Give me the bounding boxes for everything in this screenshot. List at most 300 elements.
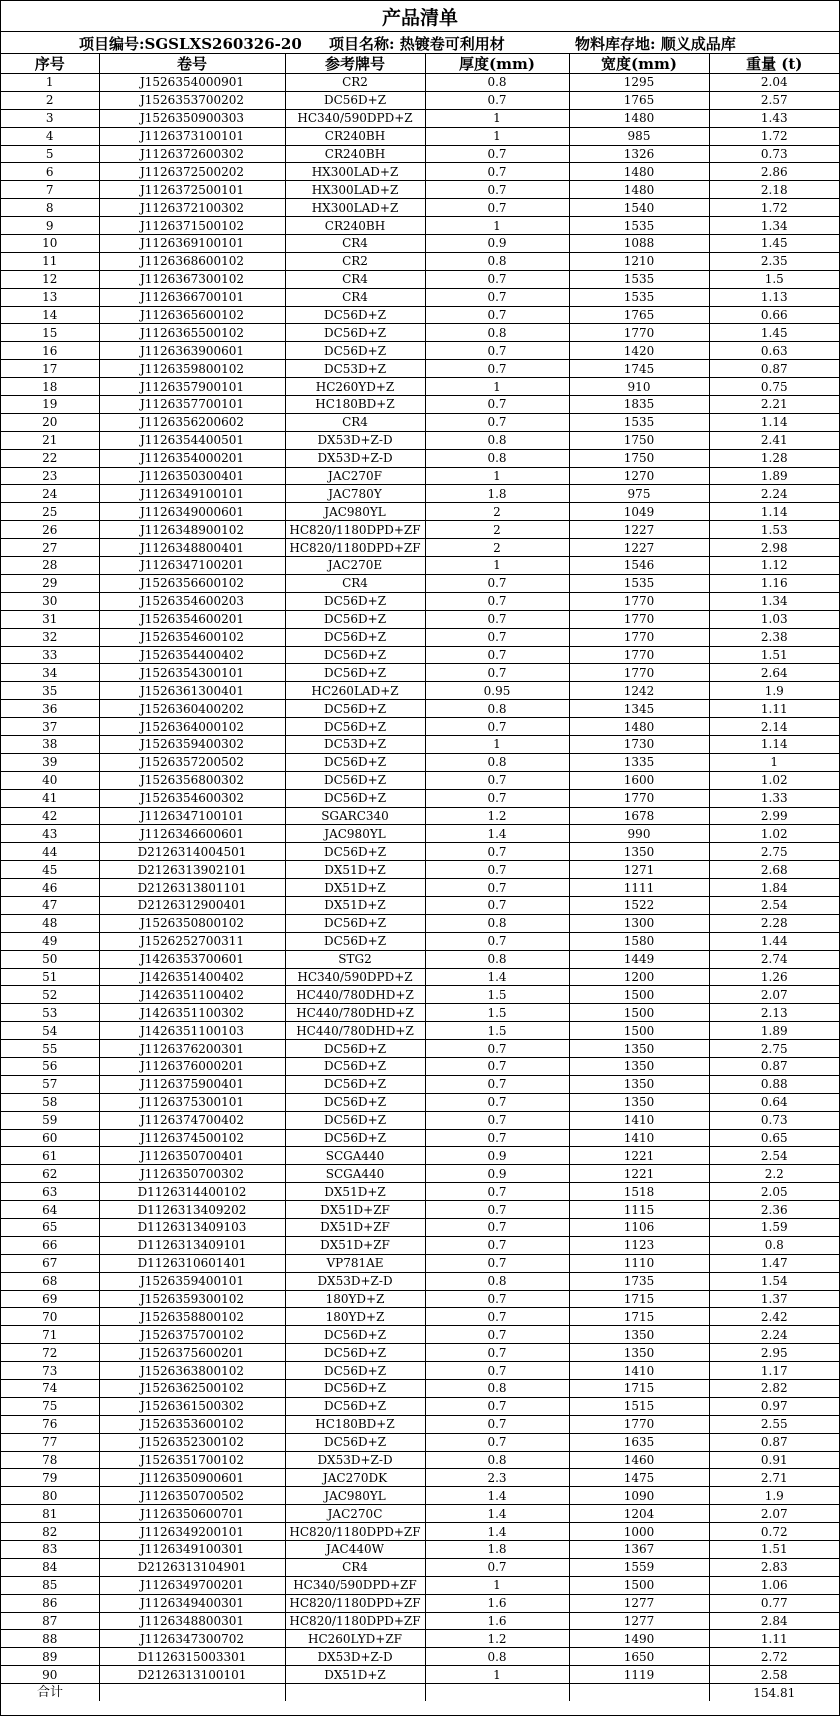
table-row [1,1541,839,1559]
cell-grade: DC56D+Z [285,324,425,342]
table-row [1,557,839,575]
total-empty-cell [425,1684,569,1701]
total-empty-cell [569,1684,709,1701]
cell-weight: 0.66 [709,306,839,324]
cell-seq: 59 [1,1111,99,1129]
cell-thickness: 0.7 [425,1075,569,1093]
cell-thickness: 0.7 [425,181,569,199]
cell-weight: 1 [709,753,839,771]
cell-width: 1480 [569,718,709,736]
cell-weight: 2.98 [709,539,839,557]
cell-grade: DC56D+Z [285,1380,425,1398]
cell-coil-no: J1126349000601 [99,503,285,521]
table-row [1,986,839,1004]
cell-coil-no: J1126347100201 [99,557,285,575]
cell-weight: 0.63 [709,342,839,360]
cell-weight: 1.37 [709,1290,839,1308]
table-row [1,1415,839,1433]
cell-thickness: 0.9 [425,1165,569,1183]
table-row [1,74,839,92]
cell-seq: 73 [1,1362,99,1380]
cell-width: 1475 [569,1469,709,1487]
table-row [1,807,839,825]
cell-coil-no: J1526360400202 [99,700,285,718]
cell-grade: DC56D+Z [285,592,425,610]
cell-coil-no: J1126376000201 [99,1057,285,1075]
cell-weight: 2.68 [709,861,839,879]
cell-coil-no: J1126354400501 [99,431,285,449]
cell-thickness: 0.8 [425,1451,569,1469]
cell-grade: HC820/1180DPD+ZF [285,539,425,557]
cell-thickness: 1.4 [425,1505,569,1523]
cell-width: 1770 [569,628,709,646]
cell-grade: SGARC340 [285,807,425,825]
cell-coil-no: J1526354000901 [99,74,285,92]
cell-thickness: 0.8 [425,1272,569,1290]
cell-grade: DC56D+Z [285,1362,425,1380]
cell-weight: 0.88 [709,1075,839,1093]
cell-width: 1535 [569,574,709,592]
cell-thickness: 0.7 [425,1201,569,1219]
table-row [1,1344,839,1362]
cell-grade: JAC270E [285,557,425,575]
cell-seq: 4 [1,127,99,145]
cell-grade: DC56D+Z [285,932,425,950]
cell-thickness: 0.7 [425,91,569,109]
table-row [1,1666,839,1684]
cell-grade: HX300LAD+Z [285,199,425,217]
table-row [1,1272,839,1290]
cell-seq: 12 [1,270,99,288]
cell-seq: 83 [1,1541,99,1559]
cell-coil-no: J1126373100101 [99,127,285,145]
cell-weight: 1.12 [709,557,839,575]
cell-seq: 80 [1,1487,99,1505]
cell-seq: 47 [1,896,99,914]
cell-thickness: 0.7 [425,664,569,682]
cell-thickness: 0.7 [425,413,569,431]
cell-grade: DX53D+Z-D [285,1648,425,1666]
cell-thickness: 1.6 [425,1594,569,1612]
cell-seq: 71 [1,1326,99,1344]
cell-width: 1500 [569,1004,709,1022]
cell-weight: 2.82 [709,1380,839,1398]
cell-thickness: 1.8 [425,485,569,503]
cell-weight: 2.07 [709,1505,839,1523]
cell-seq: 40 [1,771,99,789]
cell-weight: 1.89 [709,467,839,485]
cell-thickness: 0.8 [425,431,569,449]
cell-grade: DC56D+Z [285,1075,425,1093]
table-row [1,467,839,485]
cell-width: 1678 [569,807,709,825]
cell-width: 1350 [569,1057,709,1075]
table-row [1,1129,839,1147]
cell-coil-no: D2126313902101 [99,861,285,879]
cell-grade: HX300LAD+Z [285,181,425,199]
cell-thickness: 0.7 [425,270,569,288]
cell-weight: 2.75 [709,843,839,861]
cell-grade: HC820/1180DPD+ZF [285,1523,425,1541]
cell-seq: 6 [1,163,99,181]
table-row [1,503,839,521]
cell-seq: 19 [1,396,99,414]
table-row [1,1469,839,1487]
cell-coil-no: J1526356600102 [99,574,285,592]
cell-thickness: 0.95 [425,682,569,700]
cell-grade: DC56D+Z [285,1111,425,1129]
cell-width: 1277 [569,1594,709,1612]
cell-thickness: 1.5 [425,1022,569,1040]
cell-grade: JAC980YL [285,825,425,843]
cell-weight: 2.05 [709,1183,839,1201]
cell-thickness: 0.7 [425,1040,569,1058]
cell-weight: 0.87 [709,1433,839,1451]
cell-thickness: 0.7 [425,1057,569,1075]
cell-coil-no: D1126313409103 [99,1219,285,1237]
cell-coil-no: J1526354300101 [99,664,285,682]
cell-coil-no: D1126313409202 [99,1201,285,1219]
cell-weight: 1.11 [709,700,839,718]
cell-width: 1350 [569,1040,709,1058]
cell-thickness: 0.7 [425,932,569,950]
cell-grade: HC260YD+Z [285,378,425,396]
cell-weight: 1.45 [709,235,839,253]
cell-seq: 9 [1,217,99,235]
cell-seq: 86 [1,1594,99,1612]
table-row [1,109,839,127]
cell-thickness: 1.6 [425,1612,569,1630]
cell-coil-no: J1126372100302 [99,199,285,217]
cell-grade: DC56D+Z [285,1040,425,1058]
cell-seq: 22 [1,449,99,467]
cell-thickness: 1 [425,109,569,127]
header-weight: 重量 (t) [709,54,839,74]
cell-width: 1480 [569,109,709,127]
cell-seq: 7 [1,181,99,199]
table-row [1,145,839,163]
cell-grade: JAC440W [285,1541,425,1559]
cell-thickness: 0.7 [425,145,569,163]
cell-width: 990 [569,825,709,843]
total-label: 合计 [1,1684,99,1701]
cell-coil-no: J1426351100302 [99,1004,285,1022]
cell-grade: JAC780Y [285,485,425,503]
cell-seq: 24 [1,485,99,503]
cell-grade: DC56D+Z [285,1129,425,1147]
cell-width: 1635 [569,1433,709,1451]
cell-width: 1500 [569,1576,709,1594]
cell-seq: 1 [1,74,99,92]
cell-weight: 1.53 [709,521,839,539]
table-row [1,1326,839,1344]
cell-weight: 2.95 [709,1344,839,1362]
cell-weight: 1.17 [709,1362,839,1380]
cell-width: 1088 [569,235,709,253]
cell-thickness: 0.7 [425,861,569,879]
cell-seq: 25 [1,503,99,521]
cell-grade: DC56D+Z [285,342,425,360]
cell-width: 1204 [569,1505,709,1523]
table-row [1,181,839,199]
cell-width: 1410 [569,1129,709,1147]
table-row [1,521,839,539]
cell-width: 1580 [569,932,709,950]
table-row [1,360,839,378]
cell-grade: DC56D+Z [285,914,425,932]
cell-width: 1540 [569,199,709,217]
table-row [1,1576,839,1594]
cell-weight: 0.73 [709,1111,839,1129]
cell-seq: 26 [1,521,99,539]
cell-width: 1770 [569,610,709,628]
cell-width: 1715 [569,1308,709,1326]
cell-weight: 1.51 [709,1541,839,1559]
cell-thickness: 1.4 [425,1523,569,1541]
cell-grade: DC56D+Z [285,91,425,109]
cell-width: 1090 [569,1487,709,1505]
cell-weight: 0.91 [709,1451,839,1469]
cell-seq: 14 [1,306,99,324]
cell-seq: 10 [1,235,99,253]
project-info-row [1,32,839,54]
header-seq: 序号 [1,54,99,74]
cell-grade: DX51D+Z [285,879,425,897]
cell-grade: HC440/780DHD+Z [285,1004,425,1022]
cell-seq: 50 [1,950,99,968]
cell-coil-no: J1126350300401 [99,467,285,485]
cell-grade: CR4 [285,270,425,288]
cell-seq: 42 [1,807,99,825]
table-row [1,1147,839,1165]
cell-width: 1770 [569,592,709,610]
cell-width: 1350 [569,1093,709,1111]
cell-width: 1535 [569,217,709,235]
table-row [1,1397,839,1415]
cell-weight: 1.26 [709,968,839,986]
cell-coil-no: J1126367300102 [99,270,285,288]
cell-width: 1350 [569,1326,709,1344]
cell-weight: 2.21 [709,396,839,414]
cell-grade: VP781AE [285,1254,425,1272]
cell-weight: 0.75 [709,378,839,396]
cell-thickness: 1 [425,1666,569,1684]
cell-grade: DC56D+Z [285,789,425,807]
cell-weight: 2.38 [709,628,839,646]
cell-coil-no: J1126348900102 [99,521,285,539]
table-row [1,288,839,306]
cell-seq: 61 [1,1147,99,1165]
cell-grade: JAC270C [285,1505,425,1523]
cell-thickness: 0.8 [425,449,569,467]
cell-grade: DX53D+Z-D [285,431,425,449]
table-row [1,753,839,771]
cell-thickness: 1 [425,378,569,396]
cell-width: 1500 [569,1022,709,1040]
table-row [1,1308,839,1326]
cell-thickness: 1 [425,557,569,575]
cell-grade: DC53D+Z [285,360,425,378]
cell-thickness: 0.7 [425,1308,569,1326]
table-row [1,1183,839,1201]
cell-width: 1770 [569,664,709,682]
cell-thickness: 1.4 [425,825,569,843]
cell-grade: DX51D+ZF [285,1236,425,1254]
cell-weight: 2.58 [709,1666,839,1684]
cell-grade: DX51D+Z [285,1666,425,1684]
cell-seq: 57 [1,1075,99,1093]
cell-weight: 1.28 [709,449,839,467]
table-row [1,1290,839,1308]
cell-grade: DX53D+Z-D [285,449,425,467]
cell-thickness: 1.4 [425,1487,569,1505]
cell-seq: 56 [1,1057,99,1075]
cell-coil-no: J1526352300102 [99,1433,285,1451]
cell-width: 1770 [569,324,709,342]
table-row [1,270,839,288]
cell-grade: HC820/1180DPD+ZF [285,521,425,539]
cell-grade: HC340/590DPD+Z [285,109,425,127]
cell-weight: 1.9 [709,682,839,700]
cell-width: 1750 [569,449,709,467]
cell-weight: 1.44 [709,932,839,950]
cell-thickness: 0.7 [425,879,569,897]
cell-grade: CR4 [285,413,425,431]
cell-weight: 2.99 [709,807,839,825]
table-row [1,1093,839,1111]
cell-coil-no: J1126359800102 [99,360,285,378]
table-row [1,896,839,914]
cell-grade: JAC980YL [285,503,425,521]
table-row [1,1057,839,1075]
cell-width: 1515 [569,1397,709,1415]
table-row [1,950,839,968]
cell-coil-no: J1526358800102 [99,1308,285,1326]
cell-weight: 2.18 [709,181,839,199]
cell-thickness: 0.8 [425,74,569,92]
table-row [1,1505,839,1523]
table-row [1,1433,839,1451]
cell-coil-no: J1526353700202 [99,91,285,109]
cell-width: 1335 [569,753,709,771]
header-width: 宽度(mm) [569,54,709,74]
cell-weight: 2.86 [709,163,839,181]
table-row [1,306,839,324]
product-table [1,54,839,1701]
table-row [1,825,839,843]
cell-coil-no: J1526364000102 [99,718,285,736]
cell-seq: 52 [1,986,99,1004]
cell-width: 1735 [569,1272,709,1290]
cell-weight: 1.47 [709,1254,839,1272]
table-row [1,1451,839,1469]
cell-seq: 44 [1,843,99,861]
cell-thickness: 0.7 [425,1326,569,1344]
table-row [1,539,839,557]
cell-coil-no: J1126375300101 [99,1093,285,1111]
cell-thickness: 0.9 [425,1147,569,1165]
cell-thickness: 0.7 [425,1558,569,1576]
cell-seq: 27 [1,539,99,557]
cell-thickness: 1 [425,1576,569,1594]
table-row [1,1362,839,1380]
cell-weight: 2.24 [709,1326,839,1344]
cell-seq: 46 [1,879,99,897]
cell-coil-no: J1126363900601 [99,342,285,360]
table-row [1,413,839,431]
cell-coil-no: J1126347300702 [99,1630,285,1648]
cell-grade: DX53D+Z-D [285,1272,425,1290]
cell-width: 1770 [569,789,709,807]
cell-weight: 2.24 [709,485,839,503]
total-empty-cell [99,1684,285,1701]
cell-seq: 88 [1,1630,99,1648]
table-row [1,449,839,467]
cell-thickness: 0.7 [425,1362,569,1380]
cell-thickness: 0.7 [425,1415,569,1433]
cell-width: 910 [569,378,709,396]
cell-width: 1835 [569,396,709,414]
header-thickness: 厚度(mm) [425,54,569,74]
cell-width: 1490 [569,1630,709,1648]
cell-grade: CR2 [285,252,425,270]
cell-thickness: 0.9 [425,235,569,253]
cell-coil-no: J1526363800102 [99,1362,285,1380]
cell-width: 1730 [569,735,709,753]
cell-coil-no: J1126347100101 [99,807,285,825]
cell-weight: 1.11 [709,1630,839,1648]
cell-seq: 68 [1,1272,99,1290]
cell-seq: 55 [1,1040,99,1058]
cell-width: 1221 [569,1147,709,1165]
table-row [1,1558,839,1576]
cell-width: 1650 [569,1648,709,1666]
cell-coil-no: J1526350900303 [99,109,285,127]
cell-thickness: 0.7 [425,1433,569,1451]
cell-seq: 21 [1,431,99,449]
table-row [1,771,839,789]
cell-weight: 1.03 [709,610,839,628]
cell-width: 1765 [569,306,709,324]
cell-coil-no: J1126368600102 [99,252,285,270]
cell-thickness: 0.7 [425,1129,569,1147]
cell-thickness: 0.7 [425,592,569,610]
cell-width: 975 [569,485,709,503]
cell-grade: STG2 [285,950,425,968]
cell-coil-no: D1126313409101 [99,1236,285,1254]
cell-grade: HC440/780DHD+Z [285,986,425,1004]
cell-grade: CR2 [285,74,425,92]
cell-grade: HC180BD+Z [285,396,425,414]
cell-thickness: 0.8 [425,1380,569,1398]
cell-weight: 0.73 [709,145,839,163]
table-header-row [1,54,839,74]
cell-weight: 2.07 [709,986,839,1004]
cell-seq: 49 [1,932,99,950]
cell-grade: DC56D+Z [285,1397,425,1415]
cell-coil-no: J1126350700401 [99,1147,285,1165]
cell-grade: DC56D+Z [285,664,425,682]
cell-seq: 30 [1,592,99,610]
cell-grade: DX51D+ZF [285,1201,425,1219]
cell-thickness: 0.7 [425,771,569,789]
table-row [1,682,839,700]
cell-seq: 63 [1,1183,99,1201]
cell-thickness: 0.7 [425,1183,569,1201]
cell-width: 1715 [569,1380,709,1398]
cell-thickness: 1 [425,735,569,753]
cell-grade: DC56D+Z [285,628,425,646]
